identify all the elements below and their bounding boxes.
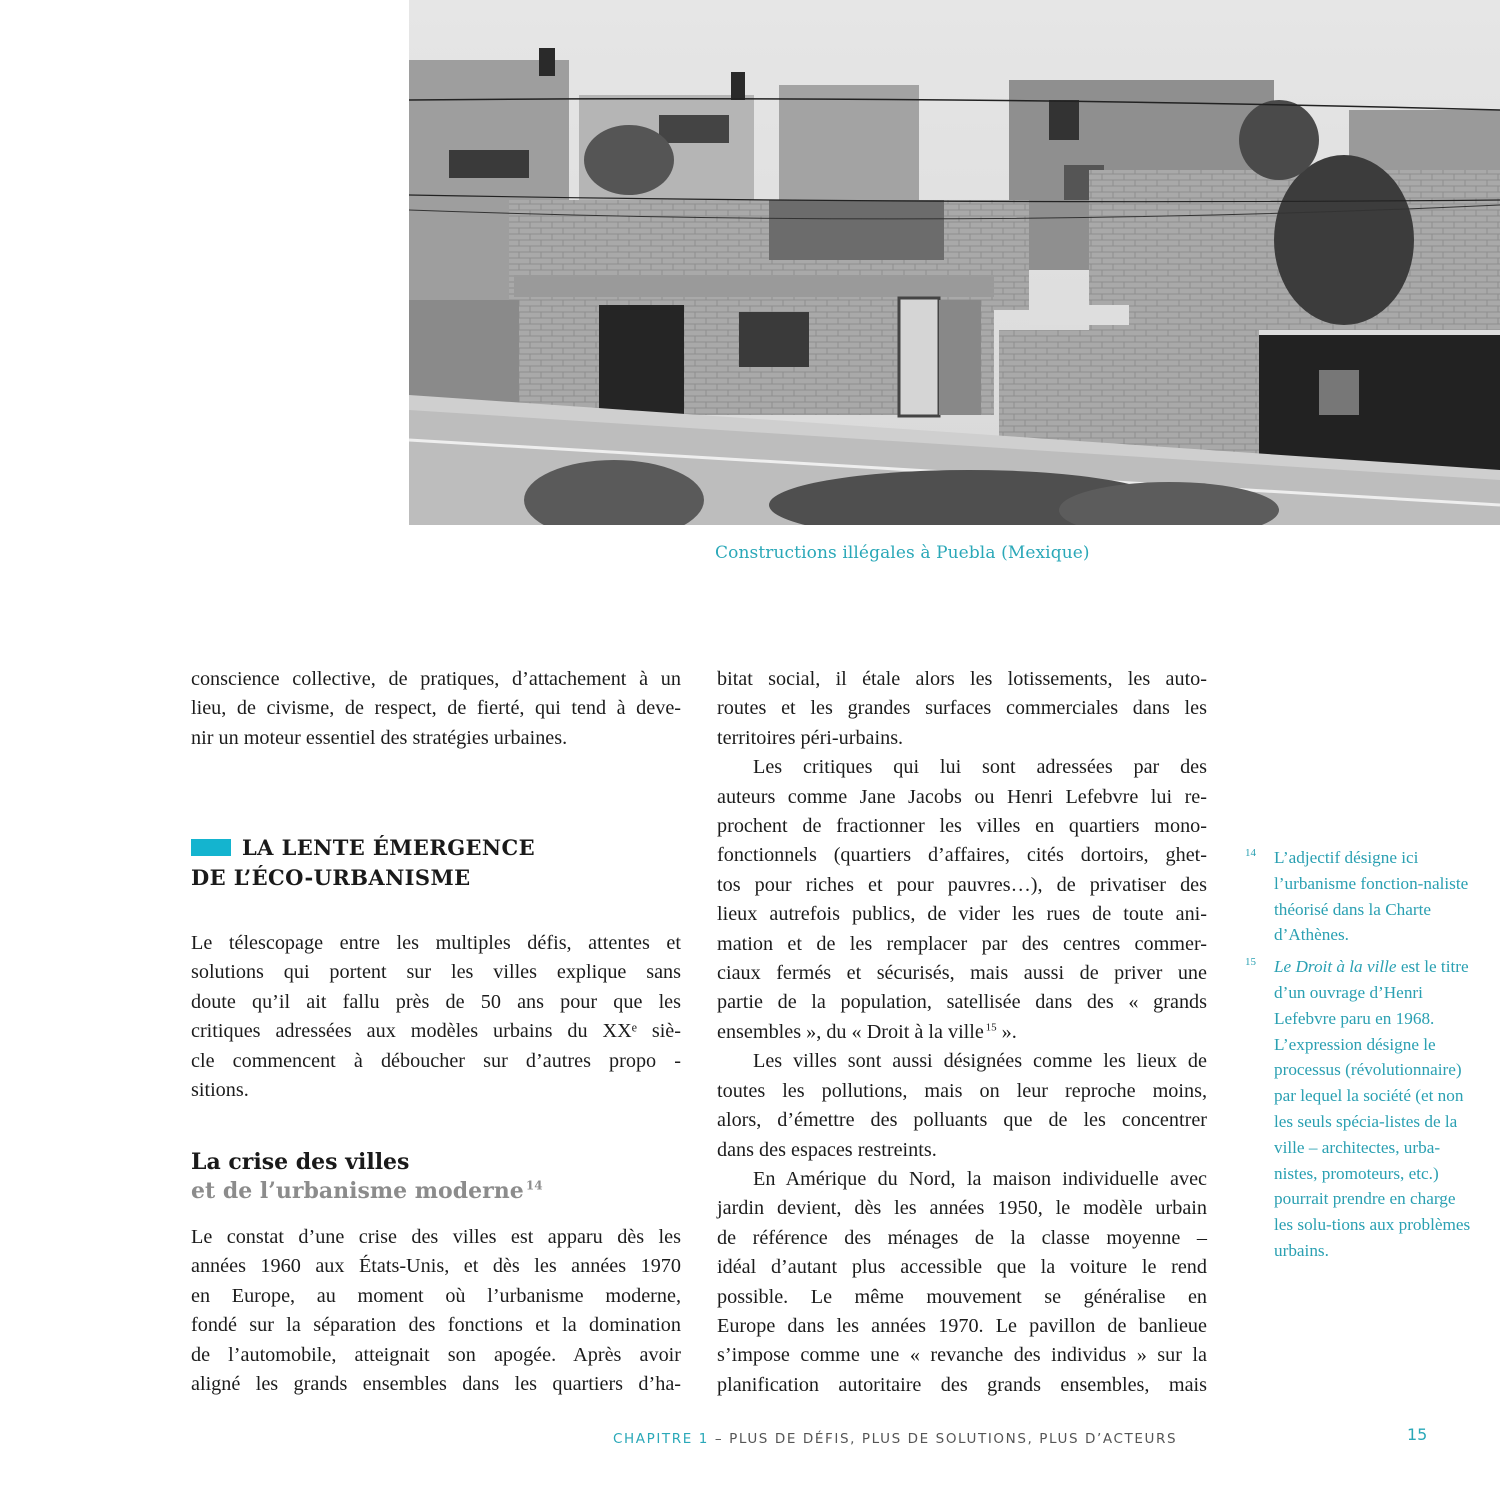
footer-chapter-title: PLUS DE DÉFIS, PLUS DE SOLUTIONS, PLUS D’ACTEURS bbox=[729, 1431, 1178, 1447]
middle-column bbox=[717, 665, 1207, 1400]
text-line: aligné les grands ensembles dans les quartiers d’ha- bbox=[191, 1373, 681, 1396]
crisis-paragraph bbox=[191, 1223, 681, 1399]
section-heading bbox=[191, 833, 535, 893]
section-heading-line1: LA LENTE ÉMERGENCE bbox=[242, 835, 536, 860]
text-line: prochent de fractionner les villes en quartiers mono- bbox=[717, 815, 1207, 838]
text-line: ciaux fermés et sécurisés, mais aussi de priver une bbox=[717, 962, 1207, 985]
text-line: idéal d’autant plus accessible que la voiture le rend bbox=[717, 1256, 1207, 1279]
text-line: territoires péri-urbains. bbox=[717, 726, 904, 749]
text-line: dans des espaces restreints. bbox=[717, 1138, 937, 1161]
text-line: nir un moteur essentiel des stratégies urbaines. bbox=[191, 726, 568, 749]
text-line: années 1960 aux États-Unis, et dès les années 1970 bbox=[191, 1255, 681, 1278]
text-line: alors, d’émettre des polluants que de les concentrer bbox=[717, 1109, 1207, 1132]
photo-caption: Constructions illégales à Puebla (Mexique) bbox=[715, 543, 1090, 563]
photo-illustration bbox=[409, 0, 1500, 525]
text-line: conscience collective, de pratiques, d’attachement à un bbox=[191, 668, 681, 690]
text-line: partie de la population, satellisée dans des « grands bbox=[717, 991, 1207, 1014]
section-heading-line2: DE L’ÉCO-URBANISME bbox=[191, 865, 471, 890]
text-line: Le constat d’une crise des villes est apparu dès les bbox=[191, 1226, 681, 1248]
text-line: lieu, de civisme, de respect, de fierté, qui tend à deve- bbox=[191, 697, 681, 720]
footnote-text: est le titre d’un ouvrage d’Henri Lefebvre paru en 1968. L’expression désigne le processus (révolutionnaire) par lequel la société (et non les seuls spécia-listes de la ville – architectes, urba-nistes, promoteurs, etc.) pourrait prendre en charge les solu-tions aux problèmes urbains. bbox=[1274, 957, 1471, 1260]
text-fragment: ». bbox=[996, 1020, 1017, 1043]
text-line: toutes les pollutions, mais on leur reproche moins, bbox=[717, 1079, 1207, 1102]
page-number: 15 bbox=[1407, 1425, 1428, 1444]
footnote-text: L’adjectif désigne ici l’urbanisme fonction-naliste théorisé dans la Charte d’Athènes. bbox=[1274, 848, 1469, 945]
footnote-number: 14 bbox=[1245, 847, 1256, 859]
text-line: doute qu’il ait fallu près de 50 ans pour que les bbox=[191, 990, 681, 1013]
footer-chapter: CHAPITRE 1 bbox=[613, 1431, 709, 1447]
text-line: solutions qui portent sur les villes explique sans bbox=[191, 961, 681, 984]
text-line: Europe dans les années 1970. Le pavillon de banlieue bbox=[717, 1314, 1207, 1337]
sub-heading bbox=[191, 1148, 543, 1206]
footer-separator: – bbox=[708, 1431, 730, 1447]
text-line: s’impose comme une « revanche des individus » sur la bbox=[717, 1344, 1207, 1367]
text-line: jardin devient, dès les années 1950, le modèle urbain bbox=[717, 1197, 1207, 1220]
section-accent-bar bbox=[191, 839, 231, 856]
text-line bbox=[717, 1018, 1207, 1047]
text-line: en Europe, au moment où l’urbanisme moderne, bbox=[191, 1284, 681, 1307]
text-line: Les villes sont aussi désignées comme les lieux de bbox=[753, 1050, 1207, 1073]
intro-paragraph bbox=[191, 665, 681, 753]
text-line: Le télescopage entre les multiples défis, attentes et bbox=[191, 932, 681, 954]
sub-heading-line1: La crise des villes bbox=[191, 1149, 410, 1175]
footnotes bbox=[1243, 845, 1473, 1270]
footnote-15 bbox=[1243, 954, 1473, 1264]
photo-puebla-constructions bbox=[409, 0, 1500, 525]
text-line: auteurs comme Jane Jacobs ou Henri Lefebvre lui re- bbox=[717, 785, 1207, 808]
text-line: fonctionnels (quartiers d’affaires, cités dortoirs, ghet- bbox=[717, 844, 1207, 867]
section-intro-paragraph bbox=[191, 929, 681, 1105]
text-fragment: ensembles », du « Droit à la ville bbox=[717, 1020, 984, 1043]
text-line: En Amérique du Nord, la maison individuelle avec bbox=[753, 1167, 1207, 1190]
footnote-number: 15 bbox=[1245, 956, 1256, 969]
text-line: lieux autrefois publics, de vider les rues de toute ani- bbox=[717, 903, 1207, 926]
text-line: planification autoritaire des grands ensembles, mais bbox=[717, 1373, 1207, 1396]
text-line: cle commencent à déboucher sur d’autres propo - bbox=[191, 1049, 681, 1072]
text-line: possible. Le même mouvement se généralise en bbox=[717, 1285, 1207, 1308]
text-line: Les critiques qui lui sont adressées par des bbox=[753, 756, 1207, 779]
sub-heading-line2: et de l’urbanisme moderne bbox=[191, 1178, 524, 1204]
text-line: bitat social, il étale alors les lotissements, les auto- bbox=[717, 668, 1207, 690]
text-line: sitions. bbox=[191, 1079, 249, 1102]
footnote-ref-14[interactable]: 14 bbox=[525, 1178, 543, 1193]
text-line: de référence des ménages de la classe moyenne – bbox=[717, 1226, 1207, 1249]
text-line: routes et les grandes surfaces commerciales dans les bbox=[717, 697, 1207, 720]
text-line: fondé sur la séparation des fonctions et la domination bbox=[191, 1314, 681, 1337]
footnote-14 bbox=[1243, 845, 1473, 948]
text-line: critiques adressées aux modèles urbains du XXᵉ siè- bbox=[191, 1020, 681, 1043]
sub-heading-line2-wrap bbox=[191, 1177, 543, 1206]
footnote-ref-15[interactable]: 15 bbox=[985, 1021, 997, 1034]
text-line: de l’automobile, atteignait son apogée. Après avoir bbox=[191, 1343, 681, 1366]
text-line: tos pour riches et pour pauvres…), de privatiser des bbox=[717, 873, 1207, 896]
text-line: mation et de les remplacer par des centres commer- bbox=[717, 932, 1207, 955]
running-footer bbox=[613, 1431, 1177, 1447]
footnote-book-title: Le Droit à la ville bbox=[1274, 957, 1397, 977]
